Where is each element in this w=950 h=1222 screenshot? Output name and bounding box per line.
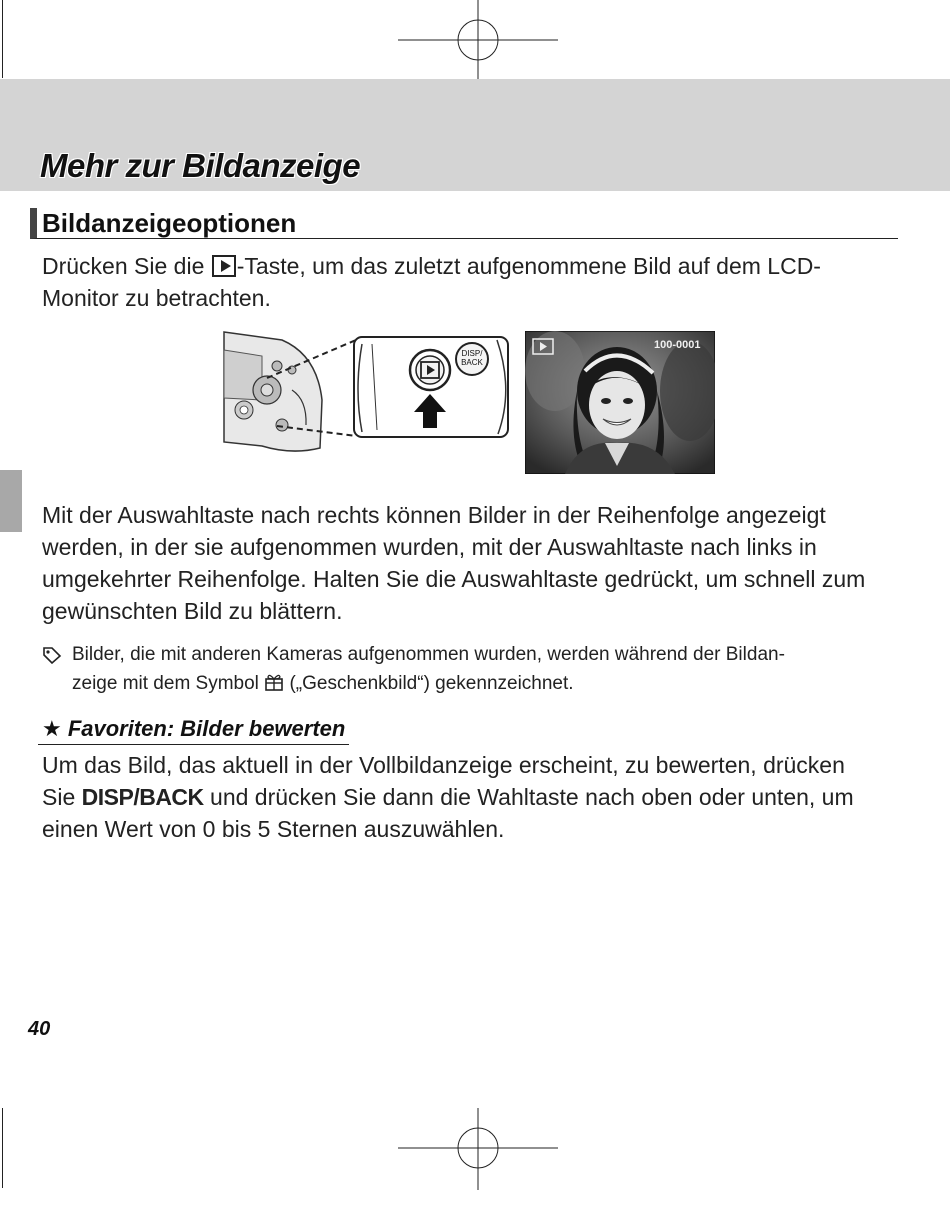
- crop-mark-bottom: [398, 1108, 558, 1190]
- crop-mark-top: [398, 0, 558, 80]
- note-text: [72, 640, 892, 698]
- note-block: [42, 640, 892, 698]
- favorites-paragraph: [42, 749, 902, 845]
- intro-text-line2: Monitor zu betrachten.: [42, 285, 271, 311]
- note-line1: Bilder, die mit anderen Kameras aufgenommen wurden, werden während der Bildan-: [72, 644, 785, 665]
- disp-label-line2: BACK: [461, 358, 483, 367]
- section-title: Bildanzeigeoptionen: [42, 208, 297, 238]
- gift-icon: [264, 672, 284, 692]
- intro-text-start: Drücken Sie die: [42, 253, 211, 279]
- chapter-side-tab: [0, 470, 22, 532]
- frame-number: 100-0001: [654, 339, 701, 351]
- disp-label-line1: DISP/: [461, 349, 483, 358]
- lcd-preview-photo: [525, 331, 715, 474]
- favorites-line2-start: Sie: [42, 784, 82, 810]
- intro-paragraph: [42, 250, 902, 314]
- favorites-heading: ★ Favoriten: Bilder bewerten: [38, 716, 349, 745]
- note-line2-end: („Geschenkbild“) gekennzeichnet.: [284, 673, 574, 694]
- section-heading: [30, 208, 898, 239]
- paragraph-line4: gewünschten Bild zu blättern.: [42, 598, 343, 624]
- favorites-line1: Um das Bild, das aktuell in der Vollbildanzeige erscheint, zu bewerten, drücken: [42, 752, 845, 778]
- disp-back-key: DISP/BACK: [81, 784, 204, 810]
- favorites-line3: einen Wert von 0 bis 5 Sternen auszuwählen.: [42, 816, 505, 842]
- intro-text-end: -Taste, um das zuletzt aufgenommene Bild auf dem LCD-: [236, 253, 821, 279]
- navigation-paragraph: [42, 499, 902, 627]
- paragraph-line1: Mit der Auswahltaste nach rechts können Bilder in der Reihenfolge angezeigt: [42, 502, 826, 528]
- page-number: 40: [28, 1018, 51, 1040]
- crop-line-left-bottom: [2, 1108, 3, 1188]
- chapter-title: Mehr zur Bildanzeige: [40, 147, 361, 184]
- favorites-line2-end: und drücken Sie dann die Wahltaste nach oben oder unten, um: [203, 784, 854, 810]
- crop-line-left-top: [2, 0, 3, 78]
- disp-back-label: [458, 349, 486, 367]
- note-tag-icon: [42, 646, 62, 664]
- paragraph-line2: werden, in der sie aufgenommen wurden, mit der Auswahltaste nach links in: [42, 534, 817, 560]
- paragraph-line3: umgekehrter Reihenfolge. Halten Sie die Auswahltaste gedrückt, um schnell zum: [42, 566, 866, 592]
- play-icon: [212, 255, 236, 277]
- note-line2-start: zeige mit dem Symbol: [72, 673, 265, 694]
